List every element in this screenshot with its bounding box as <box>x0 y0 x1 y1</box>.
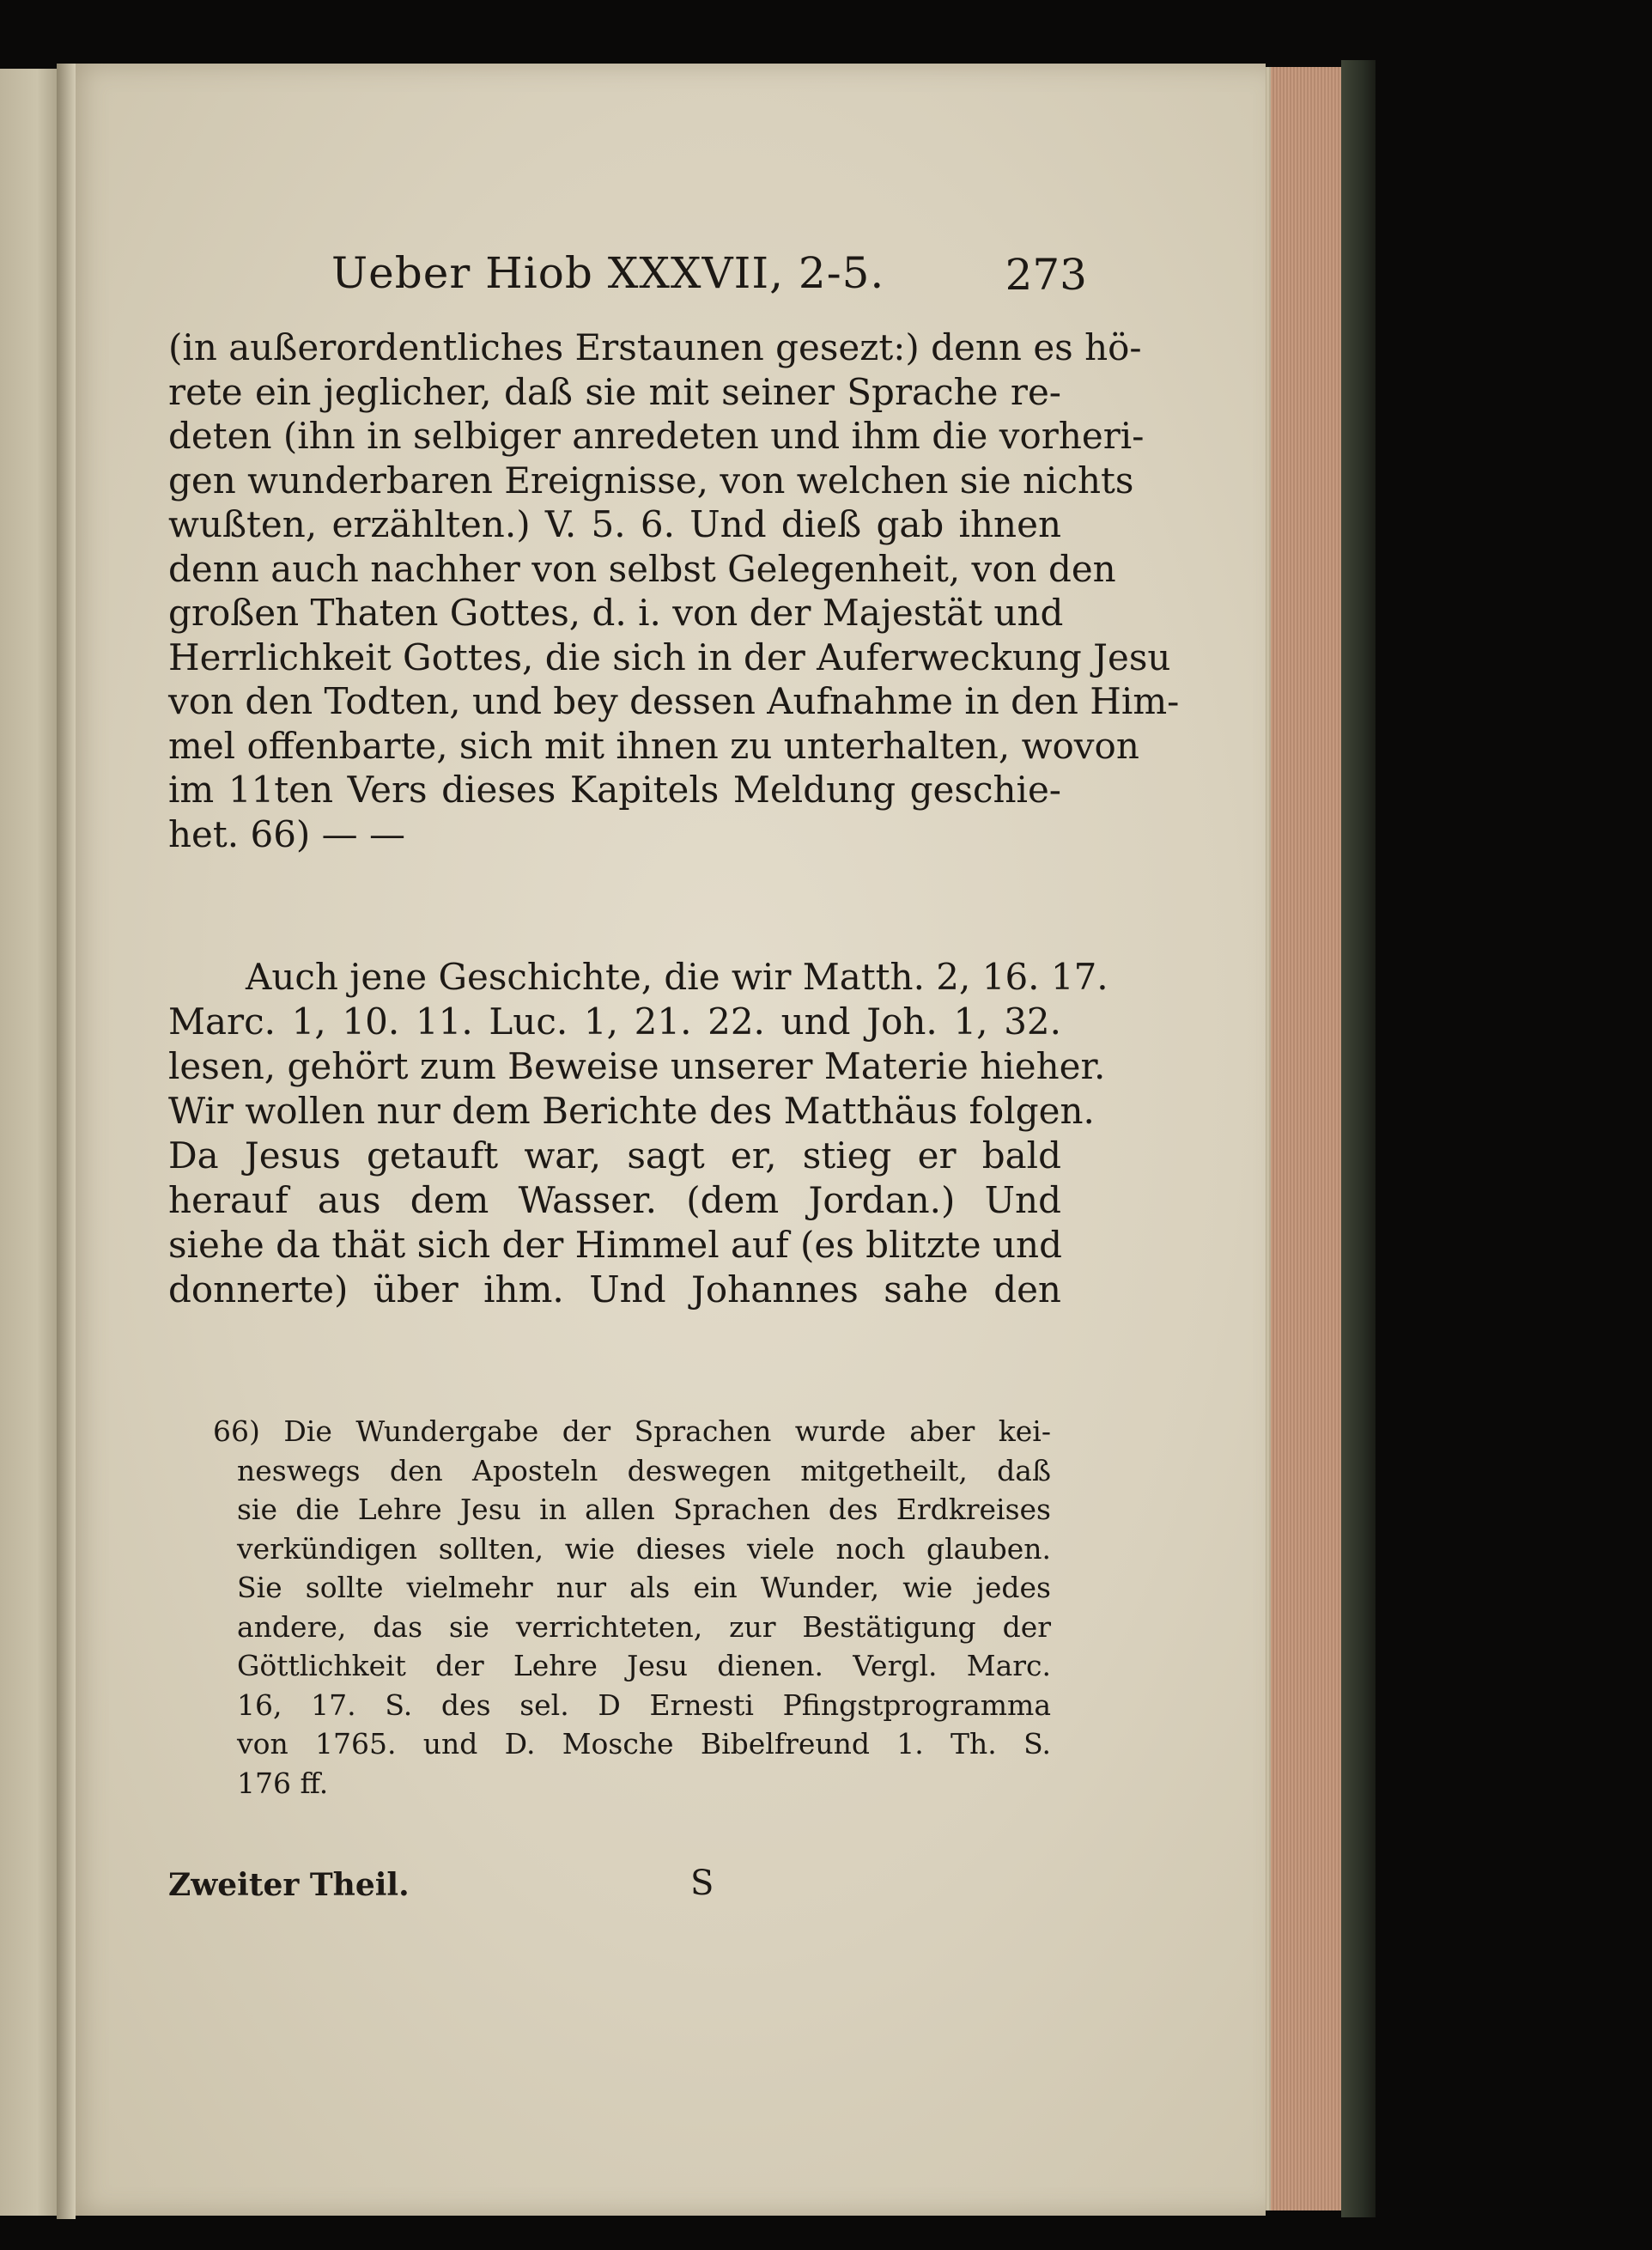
page-number: 273 <box>1005 250 1087 300</box>
text-line: großen Thaten Gottes, d. i. von der Majestät und <box>168 592 1064 634</box>
footnote-line: Göttlichkeit der Lehre Jesu dienen. Vergl. Marc. <box>237 1649 1051 1682</box>
text-line: herauf aus dem Wasser. (dem Jordan.) Und <box>168 1179 1061 1221</box>
text-line: het. 66) — — <box>168 812 406 855</box>
footnote-line: sie die Lehre Jesu in allen Sprachen des Erdkreises <box>237 1493 1051 1526</box>
paragraph-2 <box>168 955 1108 1312</box>
footnote-66 <box>213 1412 1051 1803</box>
running-title: Ueber Hiob XXXVII, 2-5. <box>331 248 885 298</box>
footnote-line: von 1765. und D. Mosche Bibelfreund 1. Th. S. <box>237 1727 1051 1760</box>
footnote-line: 176 ff. <box>237 1766 329 1800</box>
text-line: Wir wollen nur dem Berichte des Matthäus folgen. <box>168 1090 1095 1132</box>
page-header <box>331 248 1087 308</box>
text-line: donnerte) über ihm. Und Johannes sahe den <box>168 1268 1061 1310</box>
footnote-line: andere, das sie verrichteten, zur Bestätigung der <box>237 1609 1051 1644</box>
signature-letter: S <box>690 1864 714 1903</box>
book-page <box>65 64 1266 2216</box>
facing-page-edge <box>0 69 62 2216</box>
book-cover-edge <box>1341 60 1376 2217</box>
text-line: (in außerordentliches Erstaunen gesezt:) denn es hö- <box>168 326 1142 368</box>
text-line: siehe da thät sich der Himmel auf (es blitzte und <box>168 1224 1062 1266</box>
text-line: Da Jesus getauft war, sagt er, stieg er bald <box>168 1134 1061 1177</box>
text-line: von den Todten, und bey dessen Aufnahme in den Him- <box>168 680 1180 722</box>
text-line: gen wunderbaren Ereignisse, von welchen sie nichts <box>168 459 1134 502</box>
footnote-line: 66) Die Wundergabe der Sprachen wurde aber kei- <box>213 1414 1051 1448</box>
text-line: im 11ten Vers dieses Kapitels Meldung geschie- <box>168 769 1061 811</box>
text-line: Auch jene Geschichte, die wir Matth. 2, 16. 17. <box>246 956 1108 998</box>
footnote-line: 16, 17. S. des sel. D Ernesti Pfingstprogramma <box>237 1688 1051 1722</box>
text-line: Marc. 1, 10. 11. Luc. 1, 21. 22. und Joh. 1, 32. <box>168 1000 1061 1043</box>
footnote-line: Sie sollte vielmehr nur als ein Wunder, wie jedes <box>237 1571 1051 1604</box>
page-gutter <box>57 64 76 2219</box>
text-line: rete ein jeglicher, daß sie mit seiner Sprache re- <box>168 370 1061 413</box>
paragraph-1 <box>168 325 1180 856</box>
book-fore-edge-colored <box>1271 67 1348 2210</box>
text-line: mel offenbarte, sich mit ihnen zu unterhalten, wovon <box>168 724 1139 767</box>
text-line: deten (ihn in selbiger anredeten und ihm die vorheri- <box>168 415 1145 457</box>
text-line: denn auch nachher von selbst Gelegenheit, von den <box>168 547 1116 590</box>
text-line: wußten, erzählten.) V. 5. 6. Und dieß gab ihnen <box>168 503 1061 545</box>
footnote-line: verkündigen sollten, wie dieses viele noch glauben. <box>237 1531 1051 1566</box>
text-line: Herrlichkeit Gottes, die sich in der Auferweckung Jesu <box>168 635 1171 678</box>
volume-label: Zweiter Theil. <box>168 1867 410 1903</box>
footnote-line: neswegs den Aposteln deswegen mitgetheilt, daß <box>237 1453 1051 1487</box>
text-line: lesen, gehört zum Beweise unserer Materie hieher. <box>168 1045 1106 1087</box>
